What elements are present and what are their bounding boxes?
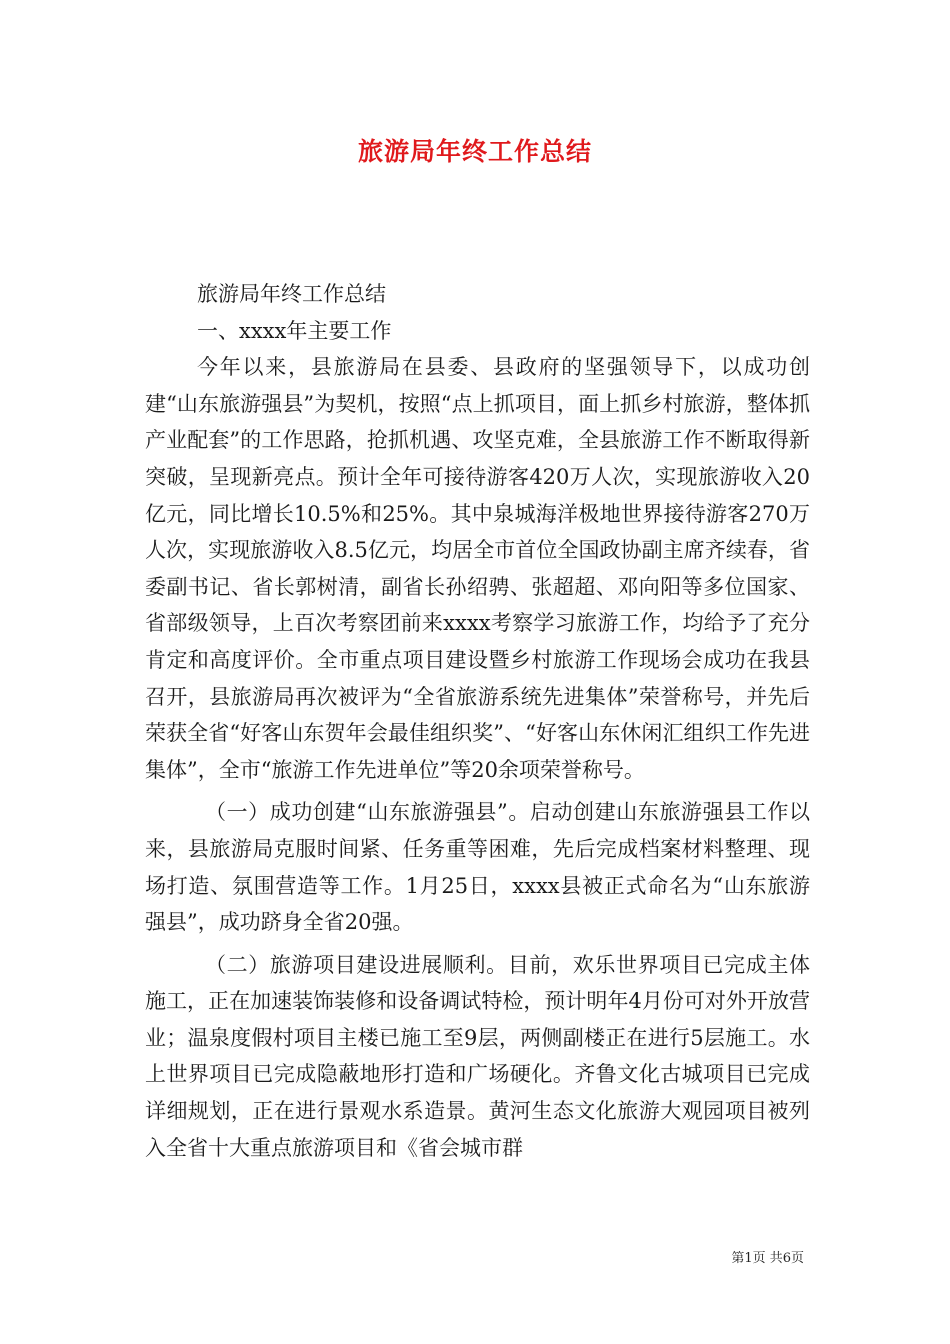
paragraph-item-2: （二）旅游项目建设进展顺利。目前，欢乐世界项目已完成主体施工，正在加速装饰装修和设备调试特检，预计明年4月份可对外开放营业；温泉度假村项目主楼已施工至9层，两侧副楼正在进行5层施工。水上世界项目已完成隐蔽地形打造和广场硬化。齐鲁文化古城项目已完成详细规划，正在进行景观水系造景。黄河生态文化旅游大观园项目被列入全省十大重点旅游项目和《省会城市群 xyxy=(145,952,810,1160)
document-body xyxy=(145,276,810,1166)
page-number-footer: 第1页 共6页 xyxy=(731,1251,804,1266)
section-heading: 一、xxxx年主要工作 xyxy=(197,318,392,343)
document-subtitle: 旅游局年终工作总结 xyxy=(197,282,386,306)
document-title: 旅游局年终工作总结 xyxy=(357,137,592,166)
paragraph-intro: 今年以来，县旅游局在县委、县政府的坚强领导下，以成功创建“山东旅游强县”为契机，按照“点上抓项目，面上抓乡村旅游，整体抓产业配套”的工作思路，抢抓机遇、攻坚克难，全县旅游工作不断取得新突破，呈现新亮点。预计全年可接待游客420万人次，实现旅游收入20亿元，同比增长10.5%和25%。其中泉城海洋极地世界接待游客270万人次，实现旅游收入8.5亿元，均居全市首位全国政协副主席齐续春，省委副书记、省长郭树清，副省长孙绍骋、张超超、邓向阳等多位国家、省部级领导，上百次考察团前来xxxx考察学习旅游工作，均给予了充分肯定和高度评价。全市重点项目建设暨乡村旅游工作现场会成功在我县召开，县旅游局再次被评为“全省旅游系统先进集体”荣誉称号，并先后荣获全省“好客山东贺年会最佳组织奖”、“好客山东休闲汇组织工作先进集体”，全市“旅游工作先进单位”等20余项荣誉称号。 xyxy=(145,355,810,782)
paragraph-item-1: （一）成功创建“山东旅游强县”。启动创建山东旅游强县工作以来，县旅游局克服时间紧、任务重等困难，先后完成档案材料整理、现场打造、氛围营造等工作。1月25日，xxxx县被正式命名为“山东旅游强县”，成功跻身全省20强。 xyxy=(145,800,810,935)
